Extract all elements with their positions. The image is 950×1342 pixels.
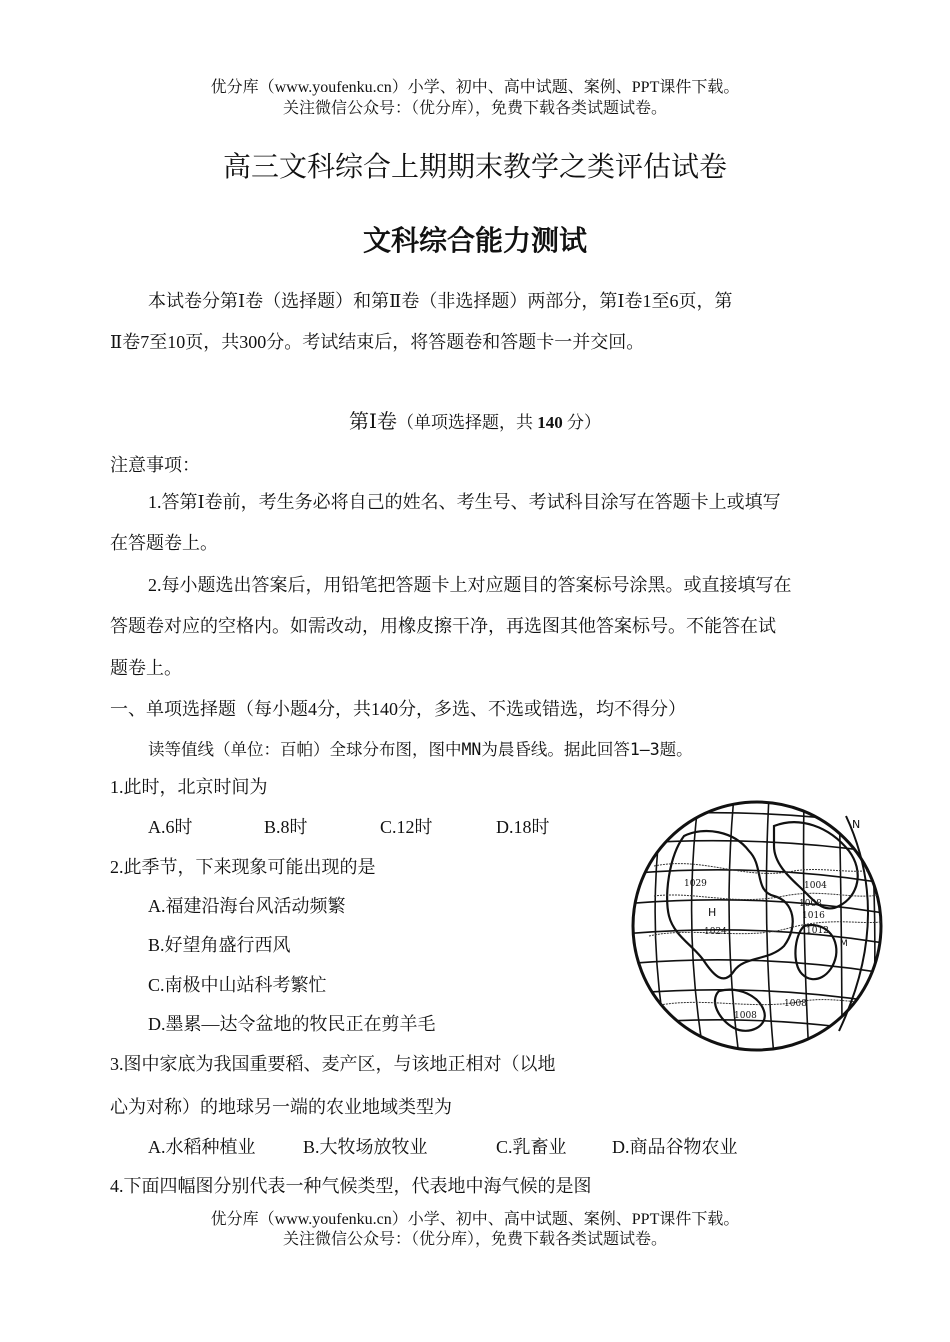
notice-item1-line1: 1.答第Ⅰ卷前，考生务必将自己的姓名、考生号、考试科目涂写在答题卡上或填写 bbox=[148, 492, 781, 512]
part1-heading bbox=[0, 410, 950, 435]
q1-stem: 1.此时，北京时间为 bbox=[110, 777, 268, 797]
part1-prefix: 第Ⅰ卷 bbox=[349, 411, 397, 433]
notice-item2-line2: 答题卷对应的空格内。如需改动，用橡皮擦干净，再选图其他答案标号。不能答在试 bbox=[110, 616, 776, 636]
globe-svg bbox=[624, 796, 890, 1052]
q3-option-c[interactable]: C.乳畜业 bbox=[496, 1137, 567, 1157]
q1-option-a[interactable]: A.6时 bbox=[148, 817, 193, 837]
globe-outline bbox=[633, 802, 881, 1050]
section1-heading: 一、单项选择题（每小题4分，共140分，多选、不选或错选，均不得分） bbox=[110, 699, 686, 719]
intro-line-1: 本试卷分第Ⅰ卷（选择题）和第Ⅱ卷（非选择题）两部分，第Ⅰ卷1至6页，第 bbox=[148, 291, 733, 311]
isobar-label-1: 1029 bbox=[684, 879, 707, 889]
notice-item2-line1: 2.每小题选出答案后，用铅笔把答题卡上对应题目的答案标号涂黑。或直接填写在 bbox=[148, 575, 792, 595]
notice-label: 注意事项： bbox=[110, 455, 200, 475]
q1-option-b[interactable]: B.8时 bbox=[264, 817, 308, 837]
footer-source-line: 优分库（www.youfenku.cn）小学、初中、高中试题、案例、PPT课件下载。 bbox=[210, 1211, 740, 1228]
isobar-globe-figure bbox=[624, 796, 890, 1052]
part1-score: 140 bbox=[537, 413, 563, 432]
part1-paren-open: （单项选择题，共 bbox=[396, 413, 538, 432]
footer-wechat-line: 关注微信公众号：（优分库），免费下载各类试题试卷。 bbox=[282, 1231, 667, 1248]
q3-stem-line1: 3.图中家底为我国重要稻、麦产区，与该地正相对（以地 bbox=[110, 1054, 556, 1074]
q2-option-c[interactable]: C.南极中山站科考繁忙 bbox=[148, 975, 327, 995]
isobar-label-7: 1008 bbox=[734, 1011, 757, 1021]
isobar-label-2: 1004 bbox=[804, 881, 827, 891]
q1-option-d[interactable]: D.18时 bbox=[496, 817, 550, 837]
label-h: H bbox=[708, 906, 717, 919]
q2-option-a[interactable]: A.福建沿海台风活动频繁 bbox=[148, 896, 346, 916]
q3-option-d[interactable]: D.商品谷物农业 bbox=[612, 1137, 738, 1157]
notice-item1-line2: 在答题卷上。 bbox=[110, 533, 218, 553]
isobar-label-3: 1008 bbox=[799, 899, 822, 909]
isobar-label-8: 1008 bbox=[784, 999, 807, 1009]
q3-option-b[interactable]: B.大牧场放牧业 bbox=[303, 1137, 428, 1157]
isobar-label-6: 1024 bbox=[704, 927, 727, 937]
label-m: M bbox=[840, 939, 848, 949]
q3-options bbox=[148, 1135, 738, 1159]
q2-option-d[interactable]: D.墨累—达令盆地的牧民正在剪羊毛 bbox=[148, 1014, 436, 1034]
page-subtitle: 文科综合能力测试 bbox=[362, 224, 587, 257]
q3-stem-line2: 心为对称）的地球另一端的农业地域类型为 bbox=[110, 1097, 452, 1117]
q3-option-a[interactable]: A.水稻种植业 bbox=[148, 1137, 256, 1157]
q2-stem: 2.此季节，下来现象可能出现的是 bbox=[110, 857, 376, 877]
header-wechat-line: 关注微信公众号：（优分库），免费下载各类试题试卷。 bbox=[282, 100, 667, 117]
q1-options bbox=[148, 815, 550, 839]
isobar-label-4: 1016 bbox=[802, 911, 825, 921]
intro-line-2: Ⅱ卷7至10页，共300分。考试结束后，将答题卷和答题卡一并交回。 bbox=[110, 332, 645, 352]
header-source-line: 优分库（www.youfenku.cn）小学、初中、高中试题、案例、PPT课件下载。 bbox=[210, 79, 740, 96]
isobar-label-5: 1012 bbox=[806, 926, 829, 936]
part1-paren-close: 分） bbox=[562, 413, 601, 432]
label-n: N bbox=[852, 818, 861, 831]
notice-item2-line3: 题卷上。 bbox=[110, 658, 182, 678]
q1-option-c[interactable]: C.12时 bbox=[380, 817, 433, 837]
section1-prompt: 读等值线（单位：百帕）全球分布图，图中MN为晨昏线。据此回答1—3题。 bbox=[148, 740, 693, 759]
q2-option-b[interactable]: B.好望角盛行西风 bbox=[148, 935, 291, 955]
q4-stem: 4.下面四幅图分别代表一种气候类型，代表地中海气候的是图 bbox=[110, 1176, 592, 1196]
page-title: 高三文科综合上期期末教学之类评估试卷 bbox=[222, 152, 727, 183]
